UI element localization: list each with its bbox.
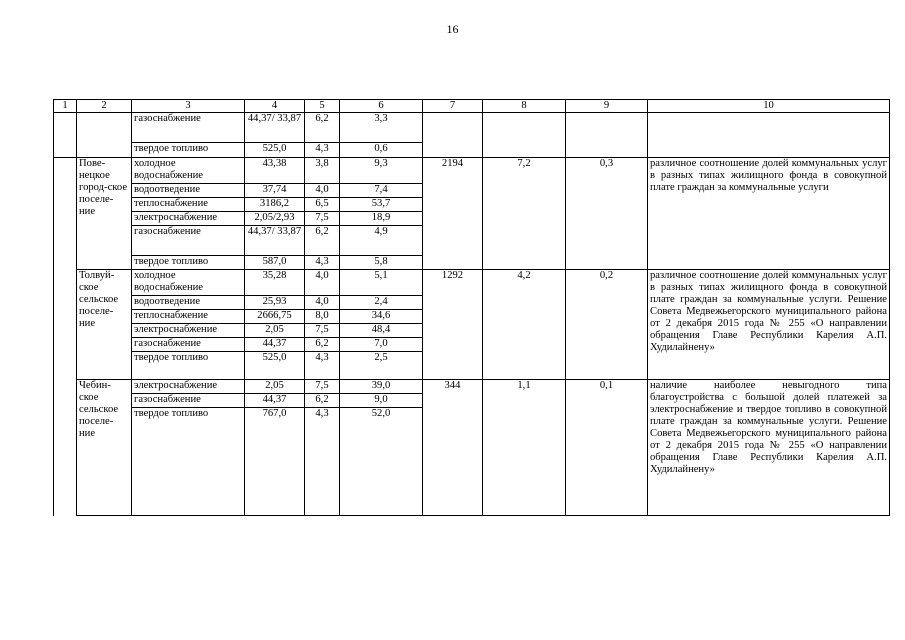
tariff-value: 25,93: [245, 296, 305, 310]
share-value: 39,0: [340, 380, 423, 394]
percent-value: 7,2: [483, 158, 566, 270]
percent-value: [483, 113, 566, 158]
excess-value: 0,1: [566, 380, 648, 516]
growth-value: 4,0: [305, 296, 340, 310]
tariff-table: [53, 99, 890, 516]
settlement-name: Пове-нецкое город-ское поселе-ние: [77, 158, 132, 270]
page-number: 16: [446, 22, 459, 36]
share-value: 34,6: [340, 310, 423, 324]
table-row: [54, 158, 890, 184]
header-cell: 6: [340, 100, 423, 113]
tariff-value: 525,0: [245, 352, 305, 380]
tariff-value: 525,0: [245, 143, 305, 158]
settlement-name: Чебин-ское сельское поселе-ние: [77, 380, 132, 516]
header-cell: 2: [77, 100, 132, 113]
households-count: 344: [423, 380, 483, 516]
growth-value: 4,3: [305, 143, 340, 158]
service-name: твердое топливо: [132, 408, 245, 516]
share-value: 2,5: [340, 352, 423, 380]
reason-text: [648, 113, 890, 158]
share-value: 2,4: [340, 296, 423, 310]
header-cell: 1: [54, 100, 77, 113]
tariff-value: 44,37: [245, 338, 305, 352]
service-name: водоотведение: [132, 296, 245, 310]
service-name: газоснабжение: [132, 113, 245, 143]
service-name: газоснабжение: [132, 338, 245, 352]
tariff-value: 2,05/2,93: [245, 212, 305, 226]
row-number-cell: [54, 113, 77, 158]
growth-value: 4,3: [305, 352, 340, 380]
share-value: 0,6: [340, 143, 423, 158]
growth-value: 7,5: [305, 324, 340, 338]
share-value: 18,9: [340, 212, 423, 226]
service-name: электроснабжение: [132, 380, 245, 394]
households-count: 1292: [423, 270, 483, 380]
header-cell: 3: [132, 100, 245, 113]
row-number-cell: [54, 270, 77, 380]
table-row: [54, 113, 890, 143]
growth-value: 4,0: [305, 184, 340, 198]
tariff-value: 587,0: [245, 256, 305, 270]
growth-value: 6,2: [305, 226, 340, 256]
households-count: 2194: [423, 158, 483, 270]
service-name: твердое топливо: [132, 143, 245, 158]
service-name: электроснабжение: [132, 212, 245, 226]
tariff-value: 2666,75: [245, 310, 305, 324]
row-number-cell: [54, 380, 77, 516]
tariff-value: 3186,2: [245, 198, 305, 212]
growth-value: 6,5: [305, 198, 340, 212]
growth-value: 4,3: [305, 408, 340, 516]
growth-value: 4,3: [305, 256, 340, 270]
tariff-value: 43,38: [245, 158, 305, 184]
percent-value: 4,2: [483, 270, 566, 380]
share-value: 53,7: [340, 198, 423, 212]
growth-value: 6,2: [305, 338, 340, 352]
service-name: газоснабжение: [132, 394, 245, 408]
growth-value: 7,5: [305, 380, 340, 394]
row-number-cell: [54, 158, 77, 270]
tariff-value: 2,05: [245, 380, 305, 394]
households-count: [423, 113, 483, 158]
header-cell: 9: [566, 100, 648, 113]
growth-value: 8,0: [305, 310, 340, 324]
growth-value: 6,2: [305, 113, 340, 143]
growth-value: 4,0: [305, 270, 340, 296]
reason-text: наличие наиболее невыгодного типа благоустройства с большой долей платежей за электроснабжение и твердое топливо в совокупной плате граждан за коммунальные услуги. Решение Совета Медвежьегорского муниципального района от 2 декабря 2015 года № 255 «О направлении обращения Главе Республики Карелия А.П. Худилайнену»: [648, 380, 890, 516]
tariff-value: 44,37/ 33,87: [245, 226, 305, 256]
share-value: 52,0: [340, 408, 423, 516]
share-value: 3,3: [340, 113, 423, 143]
share-value: 9,0: [340, 394, 423, 408]
share-value: 5,8: [340, 256, 423, 270]
table-row: [54, 270, 890, 296]
service-name: холодное водоснабжение: [132, 158, 245, 184]
tariff-value: 44,37/ 33,87: [245, 113, 305, 143]
excess-value: 0,3: [566, 158, 648, 270]
share-value: 5,1: [340, 270, 423, 296]
share-value: 48,4: [340, 324, 423, 338]
tariff-value: 35,28: [245, 270, 305, 296]
growth-value: 6,2: [305, 394, 340, 408]
tariff-value: 44,37: [245, 394, 305, 408]
service-name: холодное водоснабжение: [132, 270, 245, 296]
share-value: 7,0: [340, 338, 423, 352]
header-cell: 4: [245, 100, 305, 113]
tariff-value: 2,05: [245, 324, 305, 338]
service-name: водоотведение: [132, 184, 245, 198]
header-row: [54, 100, 890, 113]
growth-value: 7,5: [305, 212, 340, 226]
tariff-value: 37,74: [245, 184, 305, 198]
percent-value: 1,1: [483, 380, 566, 516]
service-name: твердое топливо: [132, 256, 245, 270]
excess-value: 0,2: [566, 270, 648, 380]
reason-text: различное соотношение долей коммунальных услуг в разных типах жилищного фонда в совокупной плате граждан за коммунальные услуги: [648, 158, 890, 270]
growth-value: 3,8: [305, 158, 340, 184]
settlement-name: Толвуй-ское сельское поселе-ние: [77, 270, 132, 380]
header-cell: 10: [648, 100, 890, 113]
service-name: теплоснабжение: [132, 310, 245, 324]
share-value: 4,9: [340, 226, 423, 256]
service-name: электроснабжение: [132, 324, 245, 338]
share-value: 7,4: [340, 184, 423, 198]
excess-value: [566, 113, 648, 158]
header-cell: 7: [423, 100, 483, 113]
service-name: теплоснабжение: [132, 198, 245, 212]
tariff-value: 767,0: [245, 408, 305, 516]
header-cell: 8: [483, 100, 566, 113]
reason-text: различное соотношение долей коммунальных услуг в разных типах жилищного фонда в совокупной плате граждан за коммунальные услуги. Решение Совета Медвежьегорского муниципального района от 2 декабря 2015 года № 255 «О направлении обращения Главе Республики Карелия А.П. Худилайнену»: [648, 270, 890, 380]
service-name: твердое топливо: [132, 352, 245, 380]
share-value: 9,3: [340, 158, 423, 184]
table-row: [54, 380, 890, 394]
header-cell: 5: [305, 100, 340, 113]
service-name: газоснабжение: [132, 226, 245, 256]
settlement-name: [77, 113, 132, 158]
